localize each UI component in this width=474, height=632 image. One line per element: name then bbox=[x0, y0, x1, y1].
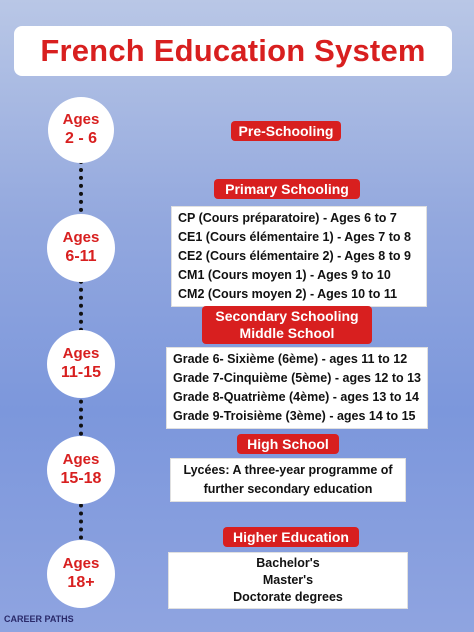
stage-heading-higher: Higher Education bbox=[223, 527, 359, 547]
stage-heading-primary: Primary Schooling bbox=[214, 179, 360, 199]
age-range: 6-11 bbox=[65, 248, 97, 266]
stage-heading-line1: Secondary Schooling bbox=[215, 308, 359, 324]
title-banner bbox=[14, 26, 452, 76]
list-item: Doctorate degrees bbox=[233, 590, 343, 604]
list-item: further secondary education bbox=[203, 482, 373, 496]
list-item: CE1 (Cours élémentaire 1) - Ages 7 to 8 bbox=[178, 230, 411, 244]
detail-box-primary bbox=[171, 206, 427, 307]
stage-heading-secondary bbox=[202, 306, 372, 344]
stage-heading-line2: Middle School bbox=[239, 325, 335, 341]
age-label: Ages bbox=[62, 344, 100, 362]
list-item: Grade 9-Troisième (3ème) - ages 14 to 15 bbox=[173, 409, 416, 423]
age-label: Ages bbox=[62, 110, 100, 128]
age-circle-secondary bbox=[47, 330, 115, 398]
list-item: Grade 7-Cinquième (5ème) - ages 12 to 13 bbox=[173, 371, 422, 385]
page-title: French Education System bbox=[40, 33, 426, 68]
list-item: Grade 8-Quatrième (4ème) - ages 13 to 14 bbox=[173, 390, 419, 404]
age-label: Ages bbox=[62, 228, 100, 246]
list-item: Master's bbox=[262, 573, 314, 587]
age-label: Ages bbox=[62, 450, 100, 468]
list-item: Bachelor's bbox=[256, 556, 320, 570]
age-circle-preschool bbox=[48, 97, 114, 163]
age-label: Ages bbox=[62, 554, 100, 572]
list-item: Grade 6- Sixième (6ème) - ages 11 to 12 bbox=[173, 352, 408, 366]
age-range: 11-15 bbox=[60, 364, 102, 382]
stage-heading-highschool: High School bbox=[237, 434, 339, 454]
age-range: 15-18 bbox=[60, 470, 102, 488]
list-item: Lycées: A three-year programme of bbox=[183, 463, 393, 477]
list-item: CE2 (Cours élémentaire 2) - Ages 8 to 9 bbox=[178, 249, 411, 263]
career-paths-logo bbox=[4, 614, 74, 624]
detail-box-secondary bbox=[166, 347, 428, 429]
age-circle-higher bbox=[47, 540, 115, 608]
detail-box-higher bbox=[168, 552, 408, 609]
list-item: CM1 (Cours moyen 1) - Ages 9 to 10 bbox=[178, 268, 391, 282]
list-item: CM2 (Cours moyen 2) - Ages 10 to 11 bbox=[178, 287, 398, 301]
age-range: 18+ bbox=[67, 574, 95, 592]
age-range: 2 - 6 bbox=[64, 130, 97, 148]
detail-box-highschool bbox=[170, 458, 406, 502]
list-item: CP (Cours préparatoire) - Ages 6 to 7 bbox=[178, 211, 397, 225]
stage-heading-preschool: Pre-Schooling bbox=[231, 121, 341, 141]
logo-text: CAREER PATHS bbox=[4, 614, 74, 624]
age-circle-highschool bbox=[47, 436, 115, 504]
age-circle-primary bbox=[47, 214, 115, 282]
